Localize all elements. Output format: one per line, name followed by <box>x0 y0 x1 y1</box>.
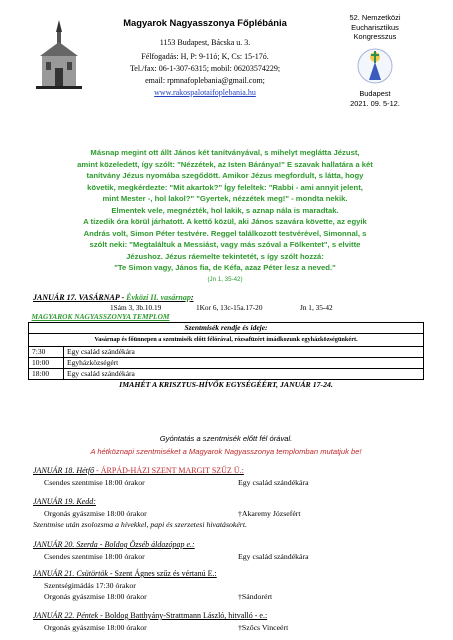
unity-week-banner: IMAHÉT A KRISZTUS-HÍVŐK EGYSÉGÉÉRT, JANUÁR 17-24. <box>119 380 333 389</box>
service-intention: †Akaremy Józsefért <box>238 509 301 518</box>
gospel-line: "Te Simon vagy, János fia, de Kéfa, azaz Péter lesz a neved." <box>114 263 336 272</box>
congress-line-3: Kongresszus <box>353 32 397 41</box>
gospel-line: mint Mester -, hol lakol?" "Gyertek, nézzétek meg!" - mondta nekik. <box>102 194 348 203</box>
gospel-line: amint közeledett, így szólt: "Nézzétek, az Isten Báránya!" E szavak hallatára a két <box>77 159 373 169</box>
reading-1: 1Sám 3, 3b.10.19 <box>110 303 162 312</box>
service-intention: †Szőcs Vinceért <box>238 623 289 632</box>
day-note: Szentmise után zsolozsma a hívekkel, papi és szerzetesi hivatásokért. <box>33 520 247 529</box>
phone-line: Tel./fax: 06-1-307-6315; mobil: 06203574229; <box>129 64 281 73</box>
gospel-passage <box>33 147 417 285</box>
mass-order-heading: Szentmisék rendje és ideje: <box>29 323 424 334</box>
gospel-line: A tizedik óra körül járhatott. A kettő közül, aki János szavára követte, az egyik <box>83 217 367 226</box>
sunday-date: JANUÁR 17. VASÁRNAP - <box>33 293 127 302</box>
day-date: JANUÁR 19. Kedd: <box>33 497 96 506</box>
gospel-line: követik, megkérdezte: "Mit akartok?" Így feleltek: "Rabbi - ami annyit jelent, <box>87 182 363 192</box>
day-heading <box>33 497 96 506</box>
day-date: JANUÁR 20. Szerda <box>33 540 98 549</box>
parish-address: 1153 Budapest, Bácska u. 3. <box>159 38 251 47</box>
mass-time: 18:00 <box>29 369 64 380</box>
mass-intention: Egy család szándékára <box>64 369 424 380</box>
confession-notice: Gyóntatás a szentmisék előtt fél órával. <box>159 434 293 443</box>
sunday-title: Évközi II. vasárnap <box>126 293 191 302</box>
day-heading <box>33 569 217 578</box>
day-date: JANUÁR 21. Csütörtök <box>33 569 108 578</box>
day-heading <box>33 611 267 620</box>
gospel-reference: (Jn 1, 35-42) <box>207 275 243 283</box>
email-line: email: rpmnafoplebania@gmail.com; <box>145 76 265 85</box>
day-feast: - ÁRPÁD-HÁZI SZENT MARGIT SZŰZ Ü.: <box>94 466 244 475</box>
service-text: Orgonás gyászmise 18:00 órakor <box>44 509 147 518</box>
day-heading <box>33 466 244 475</box>
church-name: MAGYAROK NAGYASSZONYA TEMPLOM <box>31 312 170 321</box>
service-intention: Egy család szándékára <box>238 552 309 561</box>
gospel-line: András volt, Simon Péter testvére. Reggel találkozott testvérével, Simonnal, s <box>83 228 367 238</box>
congress-block <box>330 13 420 42</box>
website-link[interactable]: www.rakospalotaifoplebania.hu <box>154 88 256 97</box>
reading-3: Jn 1, 35-42 <box>300 303 333 312</box>
congress-line-1: 52. Nemzetközi <box>349 13 401 22</box>
congress-footer <box>330 89 420 109</box>
service-text: Orgonás gyászmise 18:00 órakor <box>44 592 147 601</box>
congress-line-2: Eucharisztikus <box>351 22 399 32</box>
gospel-line: Jézushoz. Jézus ráemelte tekintetét, s így szólt hozzá: <box>126 251 324 261</box>
day-feast: - Boldog Batthyány-Strattmann László, hitvalló - e.: <box>98 611 268 620</box>
day-feast: - Szent Ágnes szűz és vértanú E.: <box>107 569 217 578</box>
day-date: JANUÁR 22. Péntek <box>33 611 99 620</box>
day-heading <box>33 540 195 549</box>
mass-intention: Egyházközségért <box>64 358 424 369</box>
congress-logo <box>357 46 393 86</box>
parish-name: Magyarok Nagyasszonya Főplébánia <box>123 17 287 28</box>
gospel-line: Elmentek vele, megnézték, hol lakik, s aznap nála is maradtak. <box>111 205 339 215</box>
sunday-header: JANUÁR 17. VASÁRNAP - Évközi II. vasárnap: <box>33 293 194 302</box>
gospel-line: szólt neki: "Megtaláltuk a Messiást, vagy más szóval a Fölkentet", s elvitte <box>89 240 361 249</box>
reading-2: 1Kor 6, 13c-15a.17-20 <box>196 303 263 312</box>
day-date: JANUÁR 18. Hétfő <box>33 466 95 475</box>
weekday-notice: A hétköznapi szentmiséket a Magyarok Nagyasszonya templomban mutatjuk be! <box>90 447 362 456</box>
rosary-note: Vasárnap és főünnepen a szentmisék előtt félórával, rózsafüzért imádkozunk egyházközségünkért. <box>29 334 424 347</box>
gospel-line: tanítvány Jézus nyomába szegődött. Amikor Jézus megfordult, s látta, hogy <box>86 171 364 180</box>
congress-dates: 2021. 09. 5-12. <box>350 99 400 108</box>
mass-time: 10:00 <box>29 358 64 369</box>
service-text: Csendes szentmise 18:00 órakor <box>44 478 145 487</box>
service-text: Orgonás gyászmise 18:00 órakor <box>44 623 147 632</box>
service-text: Szentségimádás 17:30 órakor <box>44 581 136 590</box>
service-intention: †Sándorért <box>238 592 273 601</box>
parish-logo <box>28 16 90 94</box>
service-intention: Egy család szándékára <box>238 478 309 487</box>
gospel-line: Másnap megint ott állt János két tanítványával, s mihelyt meglátta Jézust, <box>90 148 360 157</box>
mass-time: 7:30 <box>29 347 64 358</box>
mass-intention: Egy család szándékára <box>64 347 424 358</box>
office-hours: Félfogadás: H, P: 9-11ó; K, Cs: 15-17ó. <box>141 52 269 61</box>
table-row <box>29 347 424 358</box>
table-row <box>29 358 424 369</box>
mass-schedule-table <box>28 312 424 390</box>
service-text: Csendes szentmise 18:00 órakor <box>44 552 145 561</box>
congress-city: Budapest <box>359 89 391 98</box>
table-row <box>29 369 424 380</box>
day-feast: - Boldog Özséb áldozópap e.: <box>97 540 195 549</box>
